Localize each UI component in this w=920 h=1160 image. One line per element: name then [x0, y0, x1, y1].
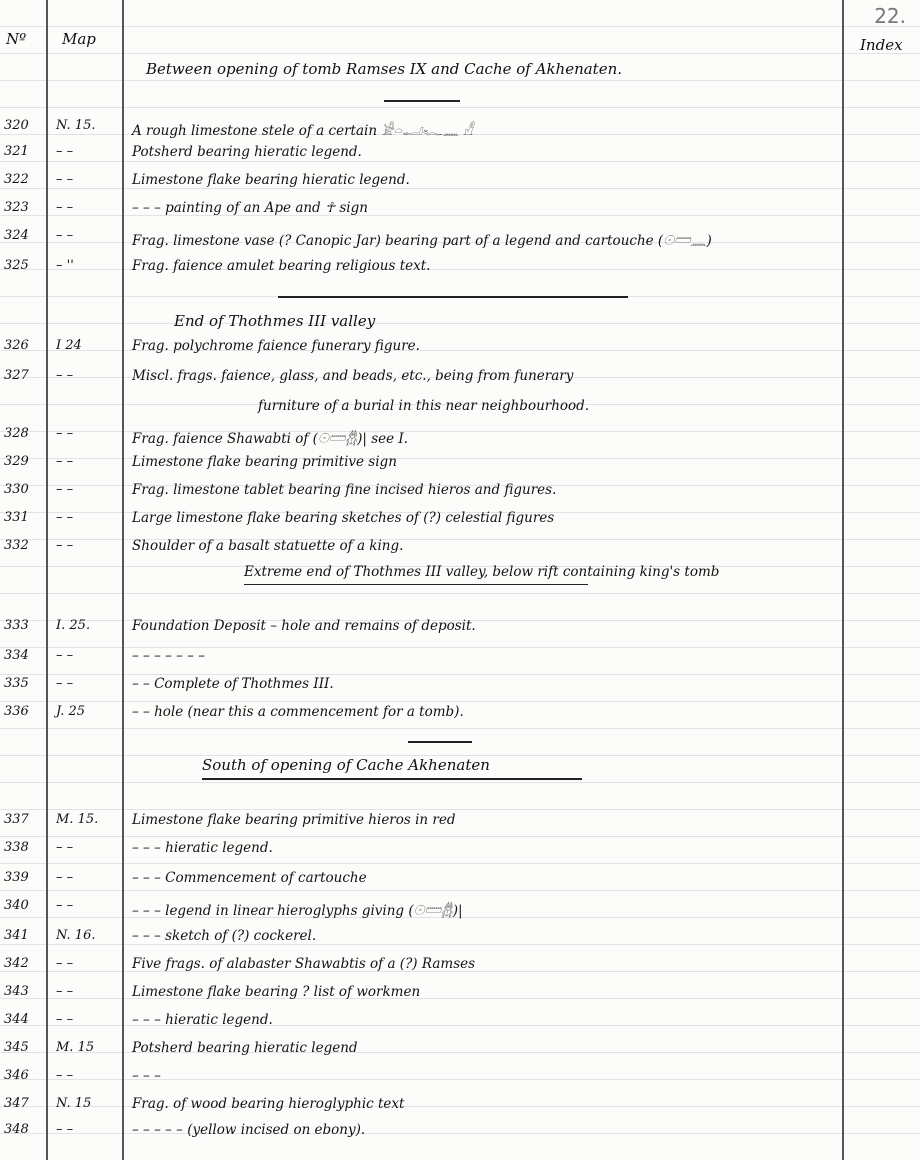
entry-row	[0, 228, 920, 252]
entry-row	[0, 118, 920, 142]
entry-number: 333	[4, 618, 29, 633]
entry-number: 337	[4, 812, 29, 827]
header-map: Map	[62, 30, 96, 48]
entry-row	[0, 812, 920, 836]
entry-number: 332	[4, 538, 29, 553]
entry-number: 340	[4, 898, 29, 913]
entry-number: 336	[4, 704, 29, 719]
entry-number: 323	[4, 200, 29, 215]
entry-row	[0, 454, 920, 478]
entry-number: 331	[4, 510, 29, 525]
entry-map-ref: M. 15	[56, 1040, 95, 1055]
entry-map-ref: M. 15.	[56, 812, 99, 827]
section-heading: Extreme end of Thothmes III valley, below rift containing king's tomb	[244, 564, 720, 580]
entry-description: Frag. of wood bearing hieroglyphic text	[132, 1096, 405, 1112]
entry-number: 328	[4, 426, 29, 441]
entry-number: 329	[4, 454, 29, 469]
entry-row	[0, 956, 920, 980]
entry-number: 335	[4, 676, 29, 691]
section-heading: Between opening of tomb Ramses IX and Cache of Akhenaten.	[146, 60, 623, 78]
entry-row	[0, 928, 920, 952]
entry-map-ref: – –	[56, 898, 74, 913]
entry-row	[0, 1068, 920, 1092]
entry-map-ref: – –	[56, 1012, 74, 1027]
entry-row	[0, 1122, 920, 1146]
entry-number: 330	[4, 482, 29, 497]
entry-description: – – – hieratic legend.	[132, 840, 273, 856]
entry-row	[0, 898, 920, 922]
entry-description: Frag. faience amulet bearing religious text.	[132, 258, 431, 274]
entry-description: Large limestone flake bearing sketches of (?) celestial figures	[132, 510, 555, 526]
entry-map-ref: – –	[56, 228, 74, 243]
entry-map-ref: – –	[56, 510, 74, 525]
entry-number: 326	[4, 338, 29, 353]
entry-number: 348	[4, 1122, 29, 1137]
entry-number: 327	[4, 368, 29, 383]
entry-map-ref: – –	[56, 840, 74, 855]
entry-description: – – – – – – –	[132, 648, 205, 664]
entry-number: 322	[4, 172, 29, 187]
entry-row	[0, 648, 920, 672]
entry-map-ref: – –	[56, 538, 74, 553]
header-number: Nº	[6, 30, 27, 48]
entry-map-ref: – –	[56, 368, 74, 383]
entry-map-ref: – –	[56, 676, 74, 691]
entry-description: – – –	[132, 1068, 161, 1084]
entry-continuation: furniture of a burial in this near neighbourhood.	[258, 398, 590, 414]
entry-map-ref: – –	[56, 984, 74, 999]
entry-row	[0, 200, 920, 224]
entry-description: – – – sketch of (?) cockerel.	[132, 928, 317, 944]
entry-description: – – – hieratic legend.	[132, 1012, 273, 1028]
entry-description: – – hole (near this a commencement for a tomb).	[132, 704, 464, 720]
entry-description: Limestone flake bearing hieratic legend.	[132, 172, 410, 188]
entry-row	[0, 870, 920, 894]
entry-description: Potsherd bearing hieratic legend	[132, 1040, 358, 1056]
entry-number: 342	[4, 956, 29, 971]
entry-description: Potsherd bearing hieratic legend.	[132, 144, 362, 160]
divider	[408, 741, 472, 743]
entry-number: 325	[4, 258, 29, 273]
entry-map-ref: I 24	[56, 338, 82, 353]
entry-map-ref: – –	[56, 482, 74, 497]
entry-number: 345	[4, 1040, 29, 1055]
section-heading: End of Thothmes III valley	[174, 312, 376, 330]
entry-map-ref: N. 15.	[56, 118, 96, 133]
entry-description: Five frags. of alabaster Shawabtis of a (?) Ramses	[132, 956, 476, 972]
entry-row	[0, 984, 920, 1008]
entry-map-ref: – –	[56, 956, 74, 971]
entry-number: 324	[4, 228, 29, 243]
entry-map-ref: I. 25.	[56, 618, 91, 633]
entry-number: 334	[4, 648, 29, 663]
entry-description: Frag. limestone vase (? Canopic Jar) bearing part of a legend and cartouche (𓇳𓏠𓈖)	[132, 233, 712, 249]
entry-row	[0, 1096, 920, 1120]
entry-row	[0, 144, 920, 168]
spacer	[174, 334, 384, 335]
entry-number: 344	[4, 1012, 29, 1027]
entry-number: 341	[4, 928, 29, 943]
entry-description: Limestone flake bearing primitive hieros in red	[132, 812, 456, 828]
entry-row	[0, 338, 920, 362]
divider	[384, 100, 460, 102]
entry-description: Limestone flake bearing primitive sign	[132, 454, 397, 470]
entry-description: Shoulder of a basalt statuette of a king.	[132, 538, 404, 554]
entry-map-ref: – –	[56, 870, 74, 885]
entry-row	[0, 676, 920, 700]
divider	[278, 296, 628, 298]
heading-underline	[244, 584, 588, 585]
entry-row	[0, 618, 920, 642]
entry-description: Frag. polychrome faience funerary figure.	[132, 338, 420, 354]
entry-map-ref: N. 15	[56, 1096, 92, 1111]
entry-row	[0, 172, 920, 196]
entry-row	[0, 510, 920, 534]
entry-description: – – – legend in linear hieroglyphs giving (𓇳𓏠𓆣)|	[132, 903, 463, 919]
entry-map-ref: N. 16.	[56, 928, 96, 943]
entry-number: 338	[4, 840, 29, 855]
entry-row	[0, 258, 920, 282]
entry-description: Frag. faience Shawabti of (𓇳𓏠𓆣)| see I.	[132, 431, 409, 447]
entry-description: Miscl. frags. faience, glass, and beads, etc., being from funerary	[132, 368, 574, 384]
entry-map-ref: – ''	[56, 258, 74, 273]
entry-map-ref: – –	[56, 648, 74, 663]
entry-number: 343	[4, 984, 29, 999]
entry-row	[0, 538, 920, 562]
entry-map-ref: – –	[56, 454, 74, 469]
entry-map-ref: – –	[56, 426, 74, 441]
entry-map-ref: – –	[56, 1068, 74, 1083]
entry-map-ref: J. 25	[56, 704, 86, 719]
entry-row	[0, 1040, 920, 1064]
entry-row	[0, 840, 920, 864]
entry-row	[0, 368, 920, 392]
entry-description: Limestone flake bearing ? list of workmen	[132, 984, 421, 1000]
heading-underline	[202, 778, 582, 780]
header-index: Index	[860, 36, 903, 54]
entry-number: 347	[4, 1096, 29, 1111]
entry-number: 339	[4, 870, 29, 885]
entry-description: A rough limestone stele of a certain 𓀀𓏏𓂝𓆑𓈖 𓀭	[132, 123, 473, 139]
entry-map-ref: – –	[56, 1122, 74, 1137]
entry-row	[0, 482, 920, 506]
entry-description: – – – painting of an Ape and ☥ sign	[132, 200, 368, 216]
entry-map-ref: – –	[56, 172, 74, 187]
entry-number: 346	[4, 1068, 29, 1083]
entry-description: – – – – – (yellow incised on ebony).	[132, 1122, 366, 1138]
entry-number: 320	[4, 118, 29, 133]
entry-description: Foundation Deposit – hole and remains of deposit.	[132, 618, 476, 634]
entry-map-ref: – –	[56, 144, 74, 159]
entry-description: Frag. limestone tablet bearing fine incised hieros and figures.	[132, 482, 557, 498]
entry-map-ref: – –	[56, 200, 74, 215]
entry-row	[0, 1012, 920, 1036]
entry-description: – – Complete of Thothmes III.	[132, 676, 334, 692]
entry-number: 321	[4, 144, 29, 159]
section-heading: South of opening of Cache Akhenaten	[202, 756, 490, 774]
page-number: 22.	[874, 4, 906, 28]
entry-row	[0, 704, 920, 728]
entry-description: – – – Commencement of cartouche	[132, 870, 367, 886]
entry-row	[0, 426, 920, 450]
